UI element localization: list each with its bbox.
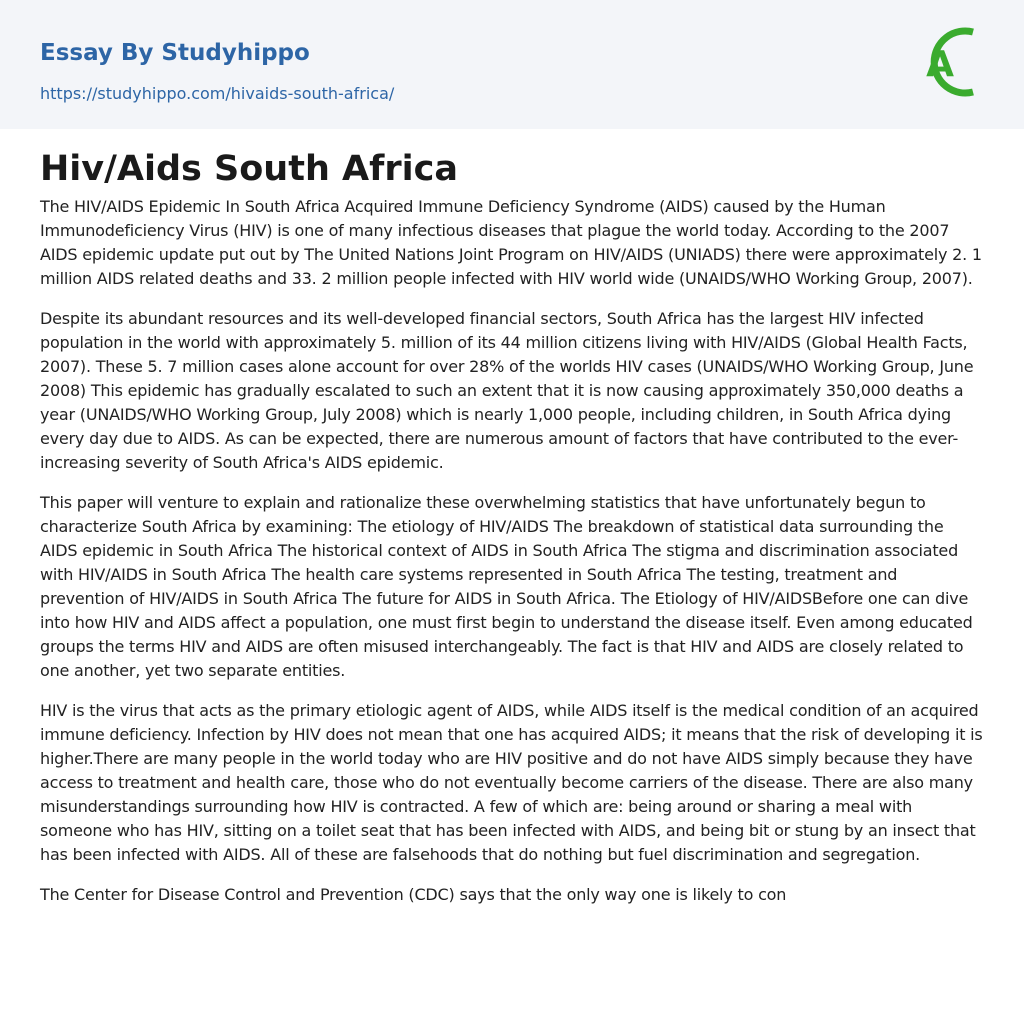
article-paragraph-2: Despite its abundant resources and its well-developed financial sectors, South Africa has the largest HIV infected population in the world with approximately 5. million of its 44 million citizens living with HIV/AIDS (Global Health Facts, 2007). These 5. 7 million cases alone account for over 28% of the worlds HIV cases (UNAIDS/WHO Working Group, June 2008) This epidemic has gradually escalated to such an extent that it is now causing approximately 350,000 deaths a year (UNAIDS/WHO Working Group, July 2008) which is nearly 1,000 people, including children, in South Africa dying every day due to AIDS. As can be expected, there are numerous amount of factors that have contributed to the ever-increasing severity of South Africa's AIDS epidemic. (40, 309, 974, 472)
studyhippo-logo-icon[interactable] (913, 19, 985, 105)
article (0, 129, 1024, 907)
source-url-link[interactable]: https://studyhippo.com/hivaids-south-africa/ (40, 84, 395, 103)
article-paragraph-4: HIV is the virus that acts as the primary etiologic agent of AIDS, while AIDS itself is the medical condition of an acquired immune deficiency. Infection by HIV does not mean that one has acquired AIDS; it means that the risk of developing it is higher.There are many people in the world today who are HIV positive and do not have AIDS simply because they have access to treatment and health care, those who do not eventually become carriers of the disease. There are also many misunderstandings surrounding how HIV is contracted. A few of which are: being around or sharing a meal with someone who has HIV, sitting on a toilet seat that has been infected with AIDS, and being bit or stung by an insect that has been infected with AIDS. All of these are falsehoods that do nothing but fuel discrimination and segregation. (40, 701, 983, 864)
article-paragraph-1: The HIV/AIDS Epidemic In South Africa Acquired Immune Deficiency Syndrome (AIDS) caused by the Human Immunodeficiency Virus (HIV) is one of many infectious diseases that plague the world today. According to the 2007 AIDS epidemic update put out by The United Nations Joint Program on HIV/AIDS (UNIADS) there were approximately 2. 1 million AIDS related deaths and 33. 2 million people infected with HIV world wide (UNAIDS/WHO Working Group, 2007). (40, 197, 982, 288)
brand-title[interactable]: Essay By Studyhippo (40, 40, 310, 66)
article-paragraph-5: The Center for Disease Control and Prevention (CDC) says that the only way one is likely to con (40, 885, 787, 904)
site-header (0, 0, 1024, 129)
logo-letter: A (926, 44, 954, 85)
article-paragraph-3: This paper will venture to explain and rationalize these overwhelming statistics that have unfortunately begun to characterize South Africa by examining: The etiology of HIV/AIDS The breakdown of statistical data surrounding the AIDS epidemic in South Africa The historical context of AIDS in South Africa The stigma and discrimination associated with HIV/AIDS in South Africa The health care systems represented in South Africa The testing, treatment and prevention of HIV/AIDS in South Africa The future for AIDS in South Africa. The Etiology of HIV/AIDSBefore one can dive into how HIV and AIDS affect a population, one must first begin to understand the disease itself. Even among educated groups the terms HIV and AIDS are often misused interchangeably. The fact is that HIV and AIDS are closely related to one another, yet two separate entities. (40, 493, 973, 680)
article-title: Hiv/Aids South Africa (40, 149, 458, 189)
